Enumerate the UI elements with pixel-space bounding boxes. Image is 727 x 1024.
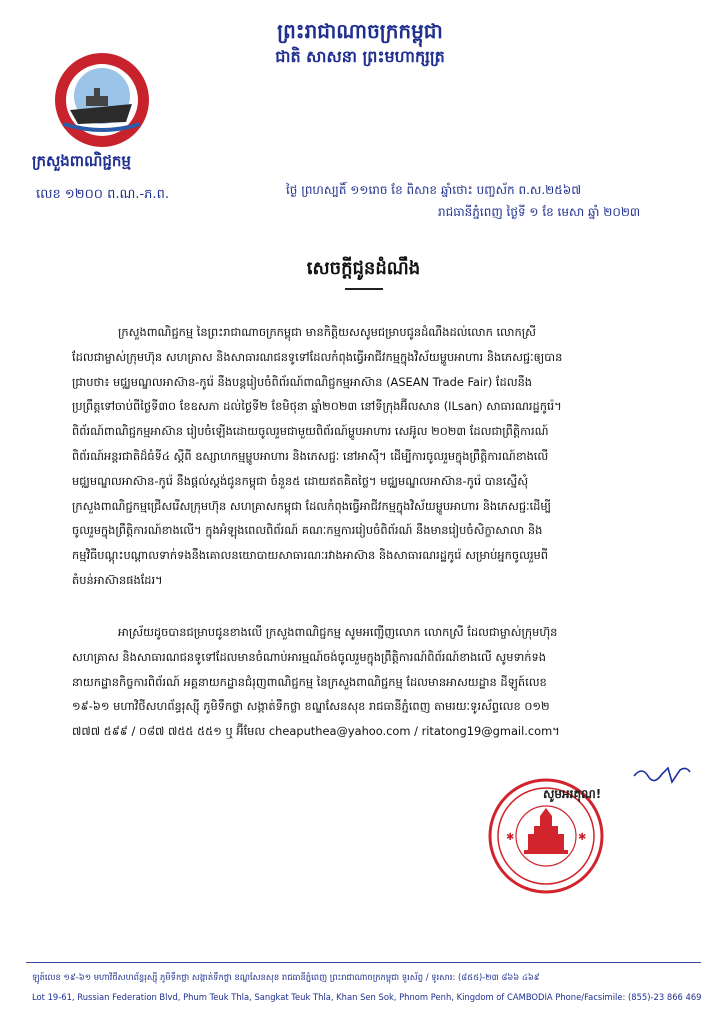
text-line: ចូលរួមក្នុងព្រឹត្តិការណ៍ខាងលើ។ ក្នុងអំឡុងពេលពិព័រណ៍ គណៈកម្មការរៀបចំពិព័រណ៍ នឹងមានរៀបចំសិក្ខាសាលា និង — [72, 523, 543, 538]
national-motto: ជាតិ សាសនា ព្រះមហាក្សត្រ — [275, 47, 445, 66]
document-title: សេចក្តីជូនដំណឹង — [306, 258, 421, 279]
text-line: ១៩-៦១ មហាវិថីសហព័ន្ធរុស្ស៊ី ភូមិទឹកថ្លា សង្កាត់ទឹកថ្លា ខណ្ឌសែនសុខ រាជធានីភ្នំពេញ តាមរយៈទូរស័ព្ទលេខ ០១២ — [72, 699, 550, 714]
handwritten-signature — [632, 762, 692, 788]
text-line: ជ្រាបថា៖ មជ្ឈមណ្ឌលអាស៊ាន-កូរ៉េ នឹងបន្តរៀបចំពិព័រណ៍ពាណិជ្ជកម្មអាស៊ាន (ASEAN Trade Fair) ដែលនឹង — [72, 374, 533, 389]
text-line: មជ្ឈមណ្ឌលអាស៊ាន-កូរ៉េ នឹងផ្តល់ស្តង់ជូនកម្ពុជា ចំនួន៥ ដោយឥតគិតថ្លៃ។ មជ្ឈមណ្ឌលអាស៊ាន-កូរ៉េ បានស្នើសុំ — [72, 473, 529, 488]
text-line: កម្មវិធីបណ្តុះបណ្តាលទាក់ទងនឹងគោលនយោបាយសាធារណៈរវាងអាស៊ាន និងសាធារណរដ្ឋកូរ៉េ សម្រាប់អ្នកចូលរួមពី — [72, 548, 549, 563]
ministry-logo — [52, 50, 152, 150]
ministry-name: ក្រសួងពាណិជ្ជកម្ម — [32, 152, 131, 170]
svg-text:✱: ✱ — [506, 832, 515, 843]
lunar-date: ថ្ងៃ ព្រហស្បតិ៍ ១១រោច ខែ ពិសាខ ឆ្នាំថោះ បញ្ចស័ក ព.ស.២៥៦៧ — [286, 183, 582, 197]
paragraph-2 — [72, 620, 670, 744]
text-line: តំបន់អាស៊ានផងដែរ។ — [72, 572, 163, 587]
solar-date: រាជធានីភ្នំពេញ ថ្ងៃទី ១ ខែ មេសា ឆ្នាំ ២០២៣ — [438, 205, 641, 219]
text-line: ពិព័រណ៍ពាណិជ្ជកម្មអាស៊ាន រៀបចំឡើងដោយចូលរួមជាមួយពិព័រណ៍ម្ហូបអាហារ សេអ៊ូល ២០២៣ ដែលជាព្រឹត្តិការណ៍ — [72, 424, 549, 439]
svg-text:✱: ✱ — [578, 832, 587, 843]
text-line: ៧៧៧ ៥៩៩ / ០៨៧ ៧៥៥ ៥៥១ ឬ អ៊ីមែល cheaputhea@yahoo.com / ritatong19@gmail.com។ — [72, 724, 560, 739]
kingdom-heading: ព្រះរាជាណាចក្រកម្ពុជា — [277, 19, 443, 43]
text-line: ក្រសួងពាណិជ្ជកម្ម នៃព្រះរាជាណាចក្រកម្ពុជា មានកិត្តិយសសូមជម្រាបជូនដំណឹងដល់លោក លោកស្រី — [118, 325, 536, 339]
paragraph-1 — [72, 320, 670, 593]
closing-thanks: សូមអរគុណ! — [543, 787, 602, 801]
footer-divider — [26, 962, 701, 963]
text-line: ប្រព្រឹត្តទៅចាប់ពីថ្ងៃទី៣០ ខែឧសភា ដល់ថ្ងៃទី២ ខែមិថុនា ឆ្នាំ២០២៣ នៅទីក្រុងអ៊ីលសាន (ILsan) សាធារណរដ្ឋកូរ៉េ។ — [72, 399, 562, 414]
text-line: អាស្រ័យដូចបានជម្រាបជូនខាងលើ ក្រសួងពាណិជ្ជកម្ម សូមអញ្ជើញលោក លោកស្រី ដែលជាម្ចាស់ក្រុមហ៊ុន — [118, 625, 558, 639]
text-line: សហគ្រាស និងសាធារណជនទូទៅដែលមានចំណាប់អារម្មណ៍ចង់ចូលរួមក្នុងព្រឹត្តិការណ៍ពិព័រណ៍ខាងលើ សូមទាក់ទង — [72, 649, 546, 664]
footer-address-english: Lot 19-61, Russian Federation Blvd, Phum Teuk Thla, Sangkat Teuk Thla, Khan Sen Sok, Phnom Penh, Kingdom of CAMBODIA Phone/Facsimile: (855)-23 866 469 — [32, 992, 702, 1002]
text-line: ពិព័រណ៍អន្តរជាតិដ៏ធំទី៤ ស្តីពី ឧស្សាហកម្មម្ហូបអាហារ និងភេសជ្ជៈ នៅអាស៊ី។ ដើម្បីការចូលរួមក្នុងព្រឹត្តិការណ៍ខាងលើ — [72, 448, 549, 463]
text-line: ក្រសួងពាណិជ្ជកម្មជ្រើសរើសក្រុមហ៊ុន សហគ្រាសកម្ពុជា ដែលកំពុងធ្វើអាជីវកម្មក្នុងវិស័យម្ហូបអាហារ និងភេសជ្ជៈដើម្បី — [72, 498, 552, 513]
text-line: នាយកដ្ឋានកិច្ចការពិព័រណ៍ អគ្គនាយកដ្ឋានជំរុញពាណិជ្ជកម្ម នៃក្រសួងពាណិជ្ជកម្ម ដែលមានអាសយដ្ឋាន ដីឡូត៍លេខ — [72, 674, 547, 689]
title-divider — [345, 288, 383, 290]
reference-number: លេខ ១២០០ ព.ណ.-ភ.ព. — [36, 187, 169, 202]
text-line: ដែលជាម្ចាស់ក្រុមហ៊ុន សហគ្រាស និងសាធារណជនទូទៅដែលកំពុងធ្វើអាជីវកម្មក្នុងវិស័យម្ហូបអាហារ និងភេសជ្ជៈឲ្យបាន — [72, 349, 563, 364]
footer-address-khmer: ឡូត៍លេខ ១៩-៦១ មហាវិថីសហព័ន្ធរុស្ស៊ី ភូមិទឹកថ្លា សង្កាត់ទឹកថ្លា ខណ្ឌសែនសុខ រាជធានីភ្នំពេញ ព្រះរាជាណាចក្រកម្ពុជា ទូរស័ព្ទ / ទូរសារ: (៨៥៥)-២៣ ៨៦៦ ៤៦៩ — [32, 972, 540, 982]
